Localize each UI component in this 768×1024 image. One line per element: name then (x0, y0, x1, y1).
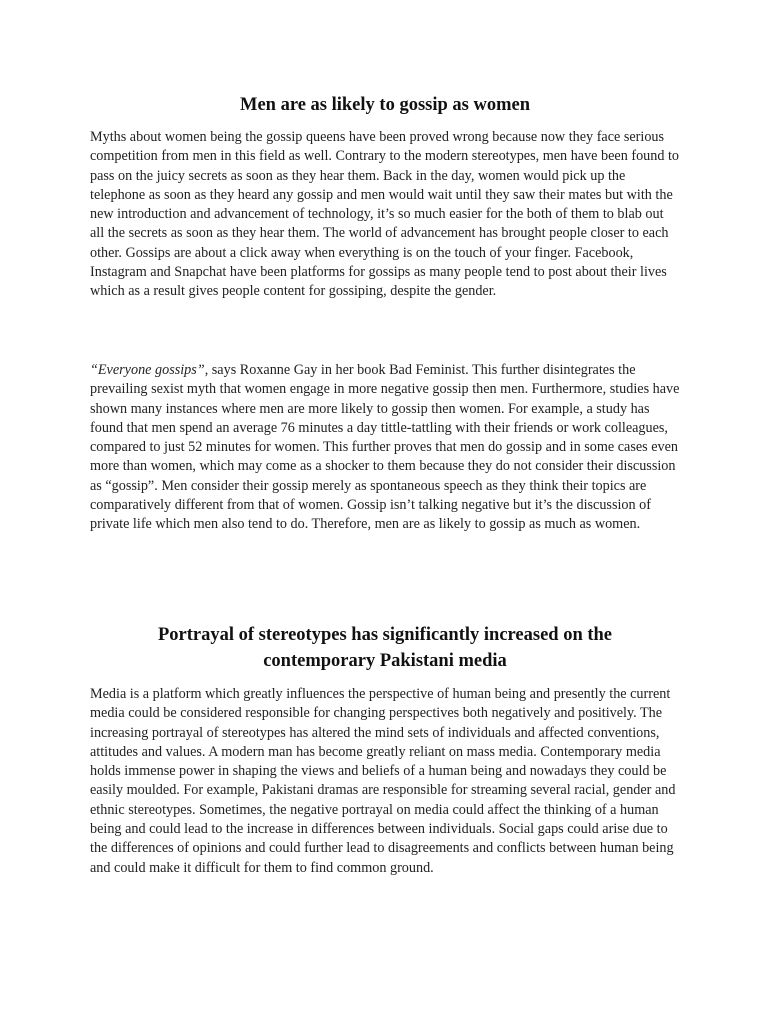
article-title-stereotypes (90, 622, 680, 674)
paragraph-media: Media is a platform which greatly influences the perspective of human being and presently the current media could be considered responsible for changing perspectives both negatively and positively. The increasing portrayal of stereotypes has altered the mind sets of individuals and affected conventions, attitudes and values. A modern man has become greatly reliant on mass media. Contemporary media holds immense power in shaping the views and beliefs of a human being and nowadays they could be easily moulded. For example, Pakistani dramas are responsible for streaming several racial, gender and ethnic stereotypes. Sometimes, the negative portrayal on media could affect the thinking of a human being and could lead to the increase in differences between individuals. Social gaps could arise due to the differences of opinions and could further lead to disagreements and conflicts between human being and could make it difficult for them to find common ground. (90, 686, 676, 876)
paragraph-everyone-gossips (90, 361, 680, 535)
paragraph-everyone-gossips-text: , says Roxanne Gay in her book Bad Feminist. This further disintegrates the prevailing sexist myth that women engage in more negative gossip then men. Furthermore, studies have shown many instances where men are more likely to gossip then women. For example, a study has found that men spend an average 76 minutes a day tittle-tattling with their friends or work colleagues, compared to just 52 minutes for women. This further proves that men do gossip and in some cases even more than women, which may come as a shocker to them because they do not consider their discussion as “gossip”. Men consider their gossip merely as spontaneous speech as they think their topics are comparatively different from that of women. Gossip isn’t talking negative but it’s the discussion of private life which men also tend to do. Therefore, men are as likely to gossip as much as women. (90, 362, 680, 533)
quote-everyone-gossips: “Everyone gossips” (90, 362, 205, 378)
article-title-gossip: Men are as likely to gossip as women (239, 95, 530, 115)
paragraph-myths: Myths about women being the gossip queens have been proved wrong because now they face serious competition from men in this field as well. Contrary to the modern stereotypes, men have been found to pass on the juicy secrets as soon as they hear them. Back in the day, women would pick up the telephone as soon as they heard any gossip and men would wait until they saw their mates but with the new introduction and advancement of technology, it’s so much easier for the both of them to blab out all the secrets as soon as they hear them. The world of advancement has brought people closer to each other. Gossips are about a click away when everything is on the touch of your finger. Facebook, Instagram and Snapchat have been platforms for gossips as many people tend to post about their lives which as a result gives people content for gossiping, despite the gender. (90, 129, 680, 300)
title-line-2: contemporary Pakistani media (263, 651, 507, 671)
title-line-1: Portrayal of stereotypes has significantly increased on the (157, 625, 613, 645)
